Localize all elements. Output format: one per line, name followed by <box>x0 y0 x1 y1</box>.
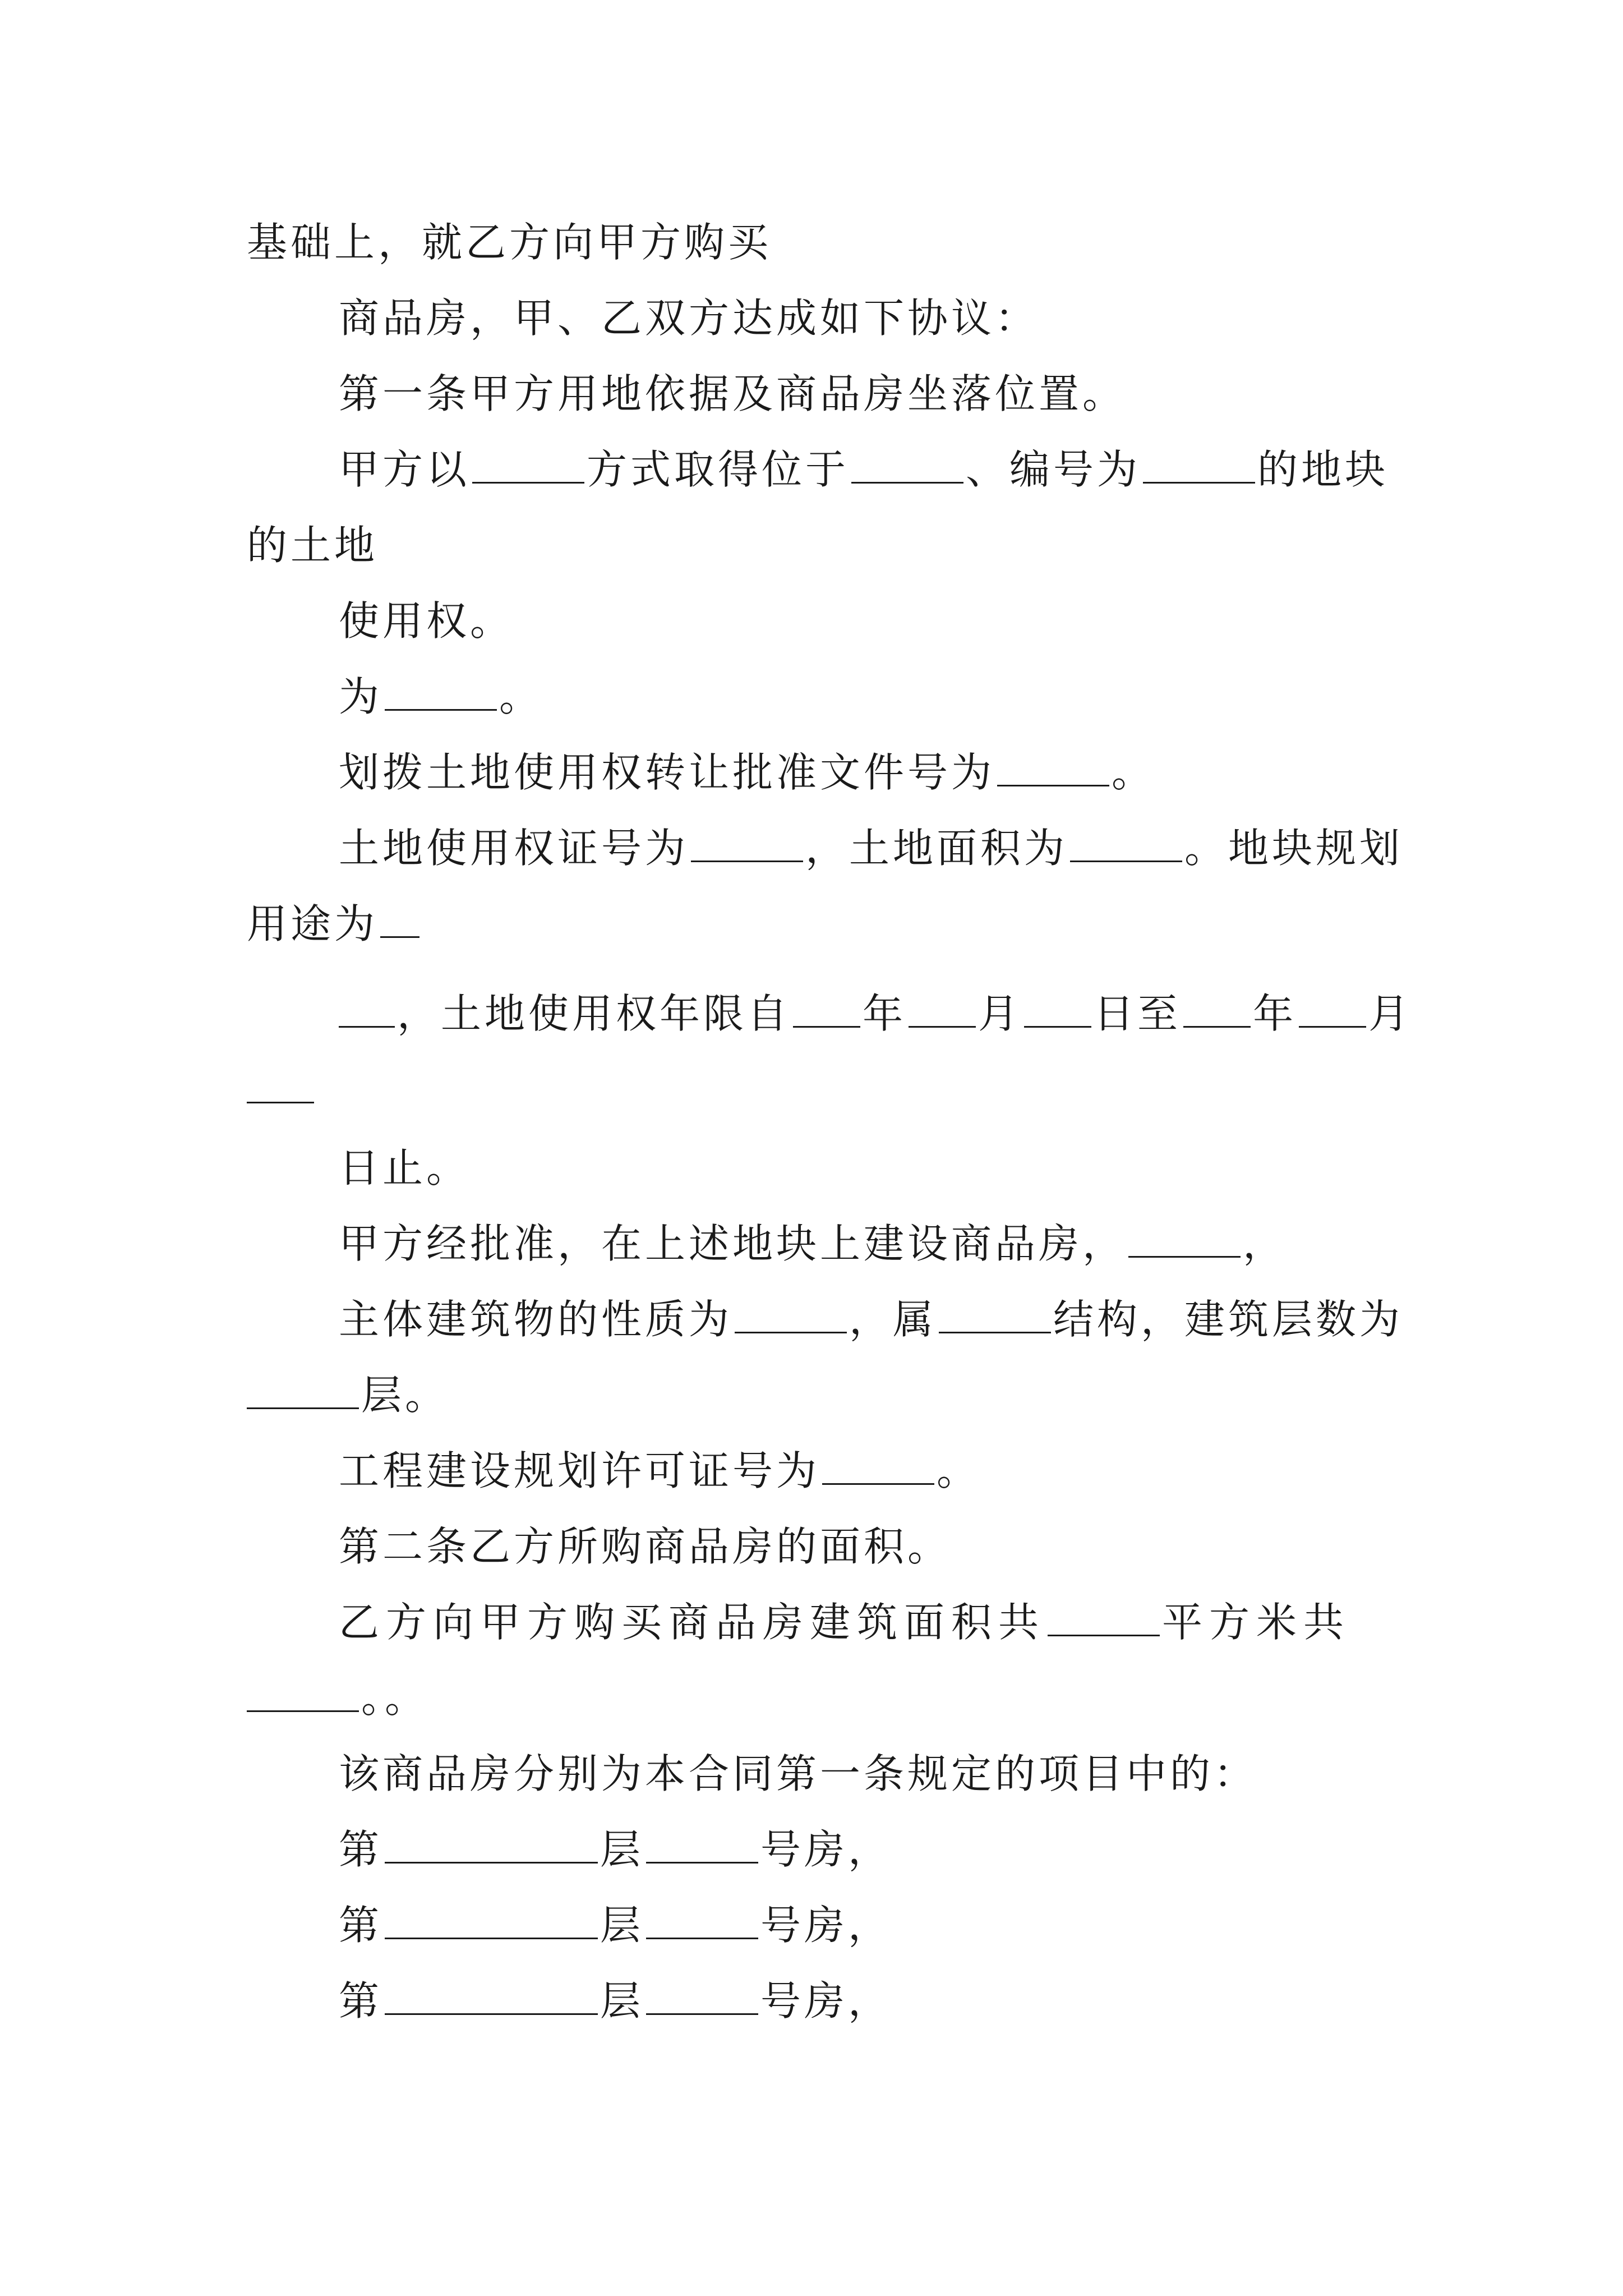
line-text: 。地块规划 <box>1184 825 1404 872</box>
line-text: 结构，建筑层数为 <box>1053 1296 1404 1343</box>
fill-blank <box>1070 826 1182 862</box>
text-line <box>247 1061 316 1117</box>
line-text: 第 <box>339 1977 383 2024</box>
text-line <box>339 1291 1403 1347</box>
line-text: 土地使用权证号为 <box>339 825 689 872</box>
line-text: ，土地面积为 <box>805 825 1068 872</box>
line-text: 方式取得位于 <box>587 446 850 493</box>
fill-blank <box>385 674 497 711</box>
text-line <box>339 441 1389 498</box>
fill-blank <box>691 826 803 862</box>
text-line <box>339 820 1403 876</box>
text-line <box>339 986 1412 1042</box>
fill-blank <box>385 1903 598 1939</box>
text-line <box>247 1670 428 1726</box>
line-text: 第 <box>339 1902 383 1949</box>
fill-blank <box>1143 447 1255 484</box>
line-text: 号房， <box>760 1826 892 1873</box>
line-text: 。 <box>499 673 543 720</box>
fill-blank <box>1183 991 1251 1028</box>
fill-blank <box>646 1903 758 1939</box>
line-text: 年 <box>1253 990 1297 1037</box>
line-text: 用途为 <box>247 900 379 947</box>
line-text: 工程建设规划许可证号为 <box>339 1447 820 1494</box>
line-text: 基础上，就乙方向甲方购买 <box>247 219 772 266</box>
fill-blank <box>247 1676 359 1712</box>
line-text: 的土地 <box>247 522 379 569</box>
line-text: 层 <box>600 1977 644 2024</box>
fill-blank <box>247 1067 314 1103</box>
line-text: 甲方经批准，在上述地块上建设商品房， <box>339 1220 1127 1267</box>
line-text: 、编号为 <box>966 446 1141 493</box>
line-text: 。 <box>1112 749 1156 796</box>
line-text: 主体建筑物的性质为 <box>339 1296 733 1343</box>
text-line <box>339 1746 1257 1802</box>
fill-blank <box>646 1978 758 2015</box>
fill-blank <box>380 901 419 938</box>
line-text: 层 <box>600 1826 644 1873</box>
fill-blank <box>851 447 963 484</box>
line-text: 号房， <box>760 1977 892 2024</box>
line-text: 日止。 <box>339 1144 471 1191</box>
fill-blank <box>339 991 395 1028</box>
fill-blank <box>385 1827 598 1864</box>
line-text: 平方米共 <box>1162 1599 1351 1646</box>
fill-blank <box>997 750 1109 786</box>
line-text: 第一条甲方用地依据及商品房坐落位置。 <box>339 370 1127 417</box>
fill-blank <box>735 1297 847 1333</box>
text-line <box>247 1367 449 1423</box>
line-text: ，属 <box>849 1296 937 1343</box>
line-text: ， <box>1243 1220 1287 1267</box>
text-line <box>247 896 422 952</box>
text-line <box>339 1594 1350 1650</box>
fill-blank <box>247 1373 359 1409</box>
fill-blank <box>939 1297 1051 1333</box>
text-line <box>339 744 1155 800</box>
fill-blank <box>1048 1600 1160 1636</box>
fill-blank <box>1299 991 1366 1028</box>
line-text: 使用权。 <box>339 597 514 645</box>
text-line <box>339 669 543 725</box>
room-line <box>339 1821 892 1878</box>
line-text: 日至 <box>1094 990 1182 1037</box>
fill-blank <box>822 1448 934 1485</box>
line-text: 甲方以 <box>339 446 471 493</box>
fill-blank <box>1128 1221 1241 1258</box>
line-text: 层 <box>600 1902 644 1949</box>
line-text: 。 <box>937 1447 981 1494</box>
line-text: 的地块 <box>1257 446 1389 493</box>
line-text: 年 <box>863 990 907 1037</box>
line-text: 。。 <box>361 1674 429 1722</box>
line-text: 月 <box>978 990 1022 1037</box>
fill-blank <box>1024 991 1091 1028</box>
line-text: 划拨土地使用权转让批准文件号为 <box>339 749 995 796</box>
fill-blank <box>385 1978 598 2015</box>
fill-blank <box>472 447 584 484</box>
line-text: 该商品房分别为本合同第一条规定的项目中的： <box>339 1750 1258 1797</box>
line-text: 为 <box>339 673 383 720</box>
fill-blank <box>793 991 860 1028</box>
text-line <box>339 1443 980 1499</box>
article-heading <box>339 1519 951 1575</box>
text-line <box>247 214 772 270</box>
text-line <box>339 1216 1287 1272</box>
room-line <box>339 1973 892 2029</box>
line-text: ，土地使用权年限自 <box>397 990 791 1037</box>
line-text: 第二条乙方所购商品房的面积。 <box>339 1523 952 1570</box>
text-line <box>339 1140 470 1196</box>
line-text: 乙方向甲方购买商品房建筑面积共 <box>339 1599 1046 1646</box>
line-text: 号房， <box>760 1902 892 1949</box>
text-line <box>247 517 378 573</box>
fill-blank <box>909 991 976 1028</box>
room-line <box>339 1897 892 1953</box>
line-text: 第 <box>339 1826 383 1873</box>
text-line <box>339 290 1039 346</box>
article-heading <box>339 366 1126 422</box>
text-line <box>339 593 514 649</box>
line-text: 月 <box>1368 990 1413 1037</box>
line-text: 商品房，甲、乙双方达成如下协议： <box>339 295 1039 342</box>
fill-blank <box>646 1827 758 1864</box>
line-text: 层。 <box>361 1372 449 1419</box>
